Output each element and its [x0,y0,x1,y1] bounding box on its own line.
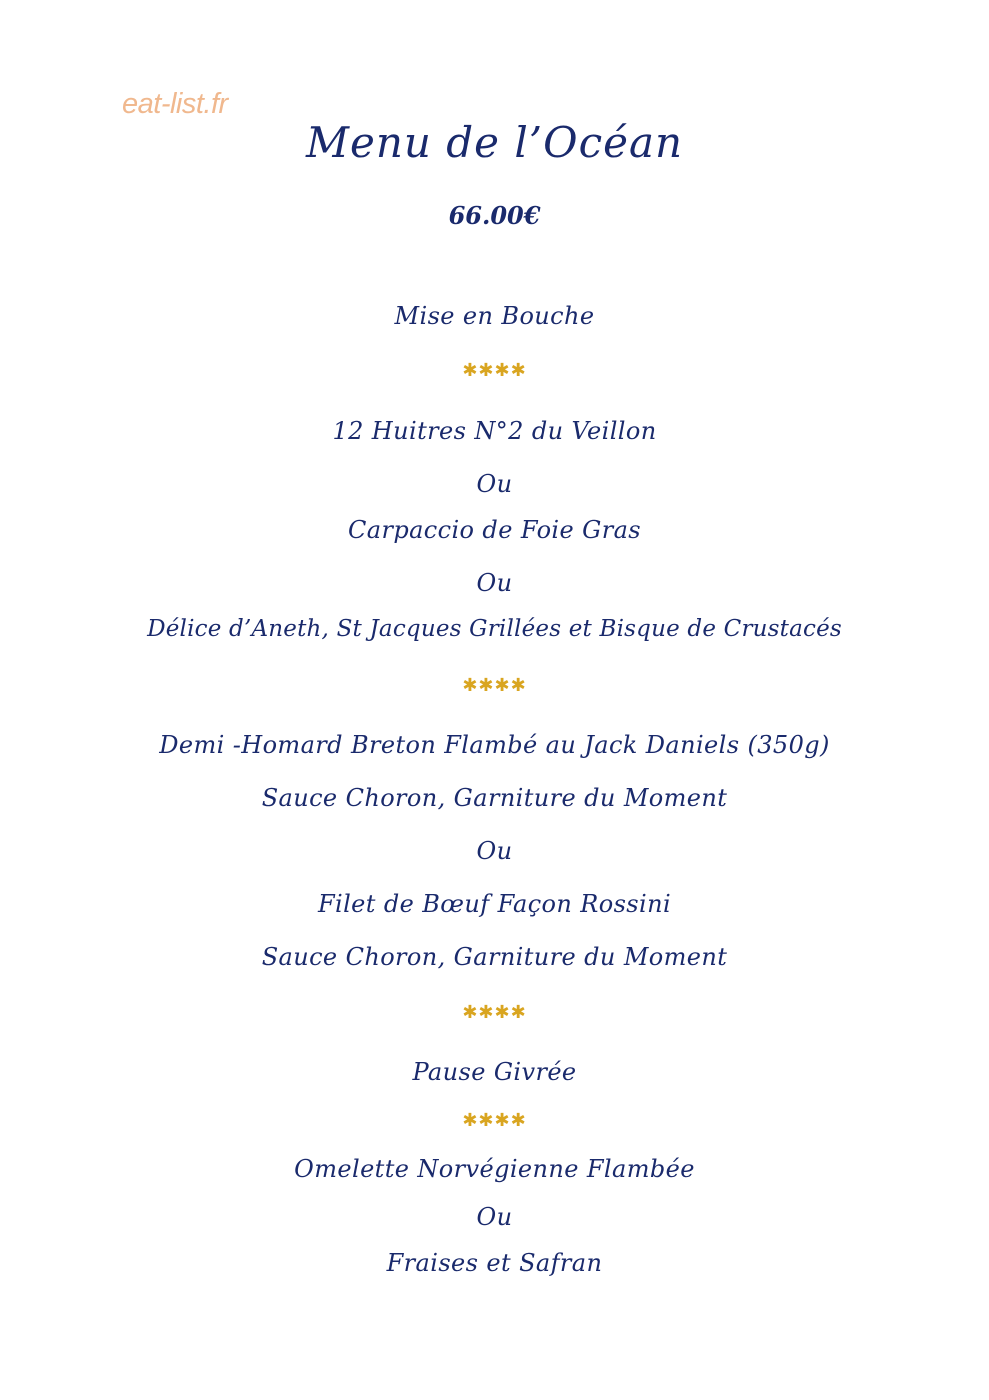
menu-title: Menu de l’Océan [305,118,684,167]
starter-option-oysters: 12 Huitres N°2 du Veillon [332,417,657,445]
or-label: Ou [476,837,513,865]
main-option-beef: Filet de Bœuf Façon Rossini [317,890,672,918]
separator-stars: ✱✱✱✱ [462,675,527,696]
separator-stars: ✱✱✱✱ [462,1110,527,1131]
main-option-lobster-sauce: Sauce Choron, Garniture du Moment [261,784,728,812]
separator-stars: ✱✱✱✱ [462,360,527,381]
starter-option-scallops: Délice d’Aneth, St Jacques Grillées et Bisque de Crustacés [147,616,842,642]
starter-option-carpaccio: Carpaccio de Foie Gras [347,516,641,544]
main-option-lobster: Demi -Homard Breton Flambé au Jack Daniels (350g) [159,731,830,759]
separator-stars: ✱✱✱✱ [462,1002,527,1023]
or-label: Ou [476,470,513,498]
or-label: Ou [476,569,513,597]
course-amuse-bouche: Mise en Bouche [394,302,595,330]
course-intermezzo: Pause Givrée [412,1058,577,1086]
main-option-beef-sauce: Sauce Choron, Garniture du Moment [261,943,728,971]
watermark-logo: eat-list.fr [122,88,228,120]
menu-price: 66.00€ [448,201,541,230]
dessert-option-omelette: Omelette Norvégienne Flambée [294,1155,695,1183]
or-label: Ou [476,1203,513,1231]
dessert-option-strawberries: Fraises et Safran [386,1249,603,1277]
